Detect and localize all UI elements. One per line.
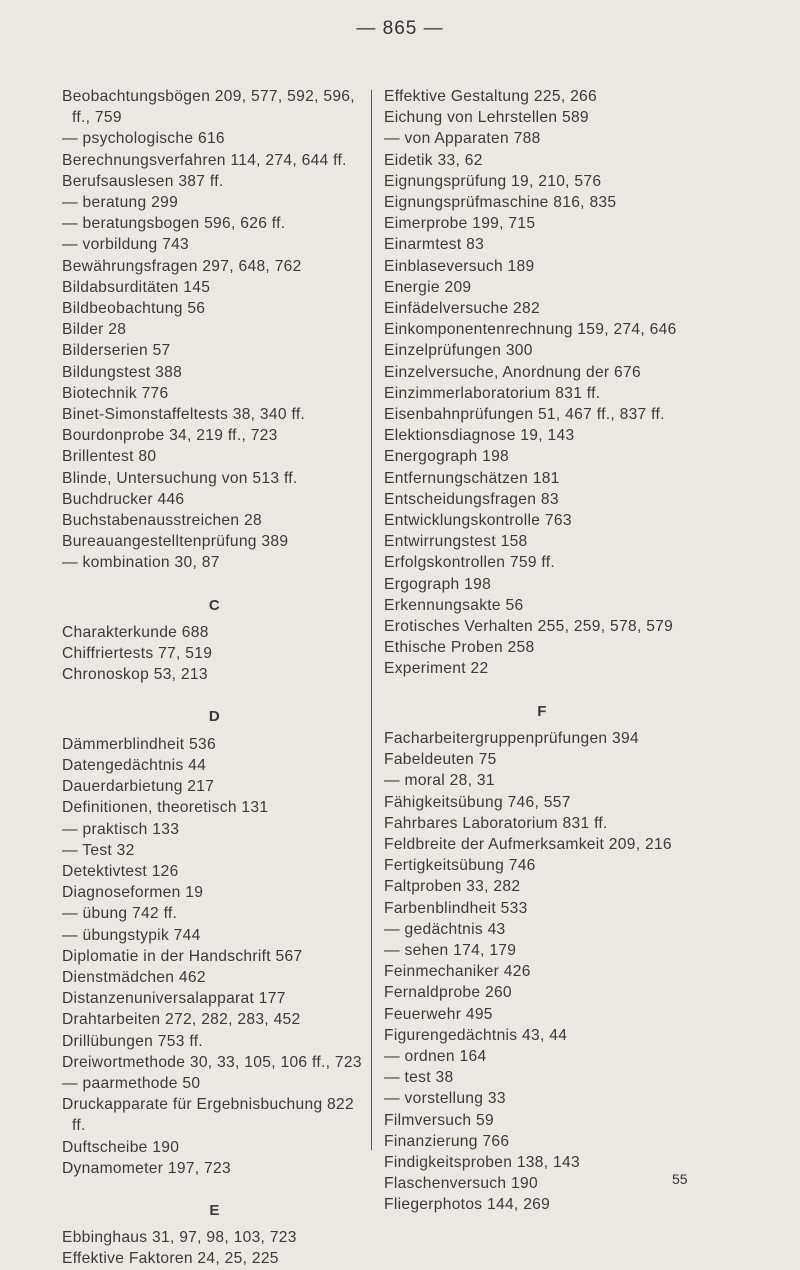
index-entry: Erfolgskontrollen 759 ff. [384,554,556,572]
page-number: — 865 — [356,18,444,39]
section-letter: F [537,702,547,720]
index-entry: Chronoskop 53, 213 [62,666,208,684]
index-entry: Findigkeitsproben 138, 143 [384,1153,580,1171]
index-entry: — sehen 174, 179 [384,941,517,959]
index-entry: Distanzenuniversalapparat 177 [62,990,286,1008]
section-letter: E [209,1201,220,1219]
index-entry: Chiffriertests 77, 519 [62,645,213,663]
index-entry: Flaschenversuch 190 [384,1175,538,1193]
index-entry: Berechnungsverfahren 114, 274, 644 ff. [62,151,347,169]
index-entry: Bildungstest 388 [62,363,183,381]
index-entry: Einzelversuche, Anordnung der 676 [384,363,641,381]
index-entry: Faltproben 33, 282 [384,878,521,896]
index-entry: Datengedächtnis 44 [62,756,207,774]
index-entry: Eimerprobe 199, 715 [384,215,536,233]
index-entry: Energie 209 [384,278,472,296]
index-column-left [62,86,367,1270]
index-entry: Binet-Simonstaffeltests 38, 340 ff. [62,406,306,424]
index-entry: Feuerwehr 495 [384,1005,493,1023]
index-entry: Erkennungsakte 56 [384,596,524,614]
index-entry: — beratungsbogen 596, 626 ff. [62,215,286,233]
index-entry: Dynamometer 197, 723 [62,1159,231,1177]
index-entry: Bilder 28 [62,321,127,339]
index-entry: Fertigkeitsübung 746 [384,857,536,875]
index-entry: Feinmechaniker 426 [384,963,531,981]
index-entry: Fliegerphotos 144, 269 [384,1196,551,1214]
index-entry: — gedächtnis 43 [384,920,506,938]
index-entry: Energograph 198 [384,448,510,466]
index-entry: Bourdonprobe 34, 219 ff., 723 [62,427,278,445]
section-letter: C [208,596,221,614]
index-entry: Dämmerblindheit 536 [62,735,216,753]
index-entry: Einarmtest 83 [384,236,485,254]
index-entry: Dreiwortmethode 30, 33, 105, 106 ff., 723 [62,1053,362,1071]
index-entry: Ethische Proben 258 [384,639,535,657]
index-entry: Effektive Gestaltung 225, 266 [384,88,598,105]
index-entry: Definitionen, theoretisch 131 [62,799,269,817]
index-entry: Eichung von Lehrstellen 589 [384,109,589,127]
index-entry: — übung 742 ff. [62,905,178,923]
index-entry: Brillentest 80 [62,448,157,466]
index-entry: Buchdrucker 446 [62,490,185,508]
index-entry: — kombination 30, 87 [62,554,220,572]
index-entry: Eisenbahnprüfungen 51, 467 ff., 837 ff. [384,406,665,424]
index-entry: Fahrbares Laboratorium 831 ff. [384,814,608,832]
index-column-right [384,86,700,1216]
index-entry: — vorstellung 33 [384,1090,506,1108]
index-entry: Einkomponentenrechnung 159, 274, 646 [384,321,677,339]
index-entry: Dauerdarbietung 217 [62,778,215,796]
index-entry: Diplomatie in der Handschrift 567 [62,947,303,965]
index-entry: Berufsauslesen 387 ff. [62,172,224,190]
index-entry: Fähigkeitsübung 746, 557 [384,793,571,811]
index-entry: Einfädelversuche 282 [384,300,540,318]
index-entry: Entwicklungskontrolle 763 [384,512,572,530]
index-entry: — beratung 299 [62,194,179,212]
footer-mark: 55 [672,1171,688,1187]
index-entry: Facharbeitergruppenprüfungen 394 [384,729,639,747]
index-entry: — paarmethode 50 [62,1074,201,1092]
index-entry: Filmversuch 59 [384,1111,494,1129]
index-entry: — von Apparaten 788 [384,130,541,148]
index-entry: Einzelprüfungen 300 [384,342,533,360]
index-entry: Bilderserien 57 [62,342,171,360]
index-entry: Druckapparate für Ergebnisbuchung 822 ff. [62,1096,354,1135]
index-entry: Ebbinghaus 31, 97, 98, 103, 723 [62,1229,297,1247]
section-letter: D [208,708,221,726]
index-entry: Experiment 22 [384,660,489,678]
index-entry: Einzimmerlaboratorium 831 ff. [384,384,601,402]
index-entry: Bildbeobachtung 56 [62,300,206,318]
index-entry: Einblaseversuch 189 [384,257,535,275]
index-entry: — ordnen 164 [384,1047,487,1065]
index-entry: Fabeldeuten 75 [384,751,497,769]
index-entry: Dienstmädchen 462 [62,968,206,986]
index-entry: — praktisch 133 [62,820,180,838]
index-entry: Ergograph 198 [384,575,492,593]
index-entry: Bildabsurditäten 145 [62,278,211,296]
index-entry: Entfernungschätzen 181 [384,469,560,487]
index-entry: — übungstypik 744 [62,926,201,944]
index-entry: Figurengedächtnis 43, 44 [384,1026,568,1044]
index-entry: Elektionsdiagnose 19, 143 [384,427,575,445]
index-entry: — psychologische 616 [62,130,225,148]
index-entry: Bewährungsfragen 297, 648, 762 [62,257,302,275]
index-entry: — test 38 [384,1069,454,1087]
index-entry: Charakterkunde 688 [62,623,209,641]
index-entry: Farbenblindheit 533 [384,899,528,917]
index-entry: Diagnoseformen 19 [62,884,204,902]
index-entry: Eignungsprüfmaschine 816, 835 [384,194,617,212]
index-entry: Fernaldprobe 260 [384,984,512,1002]
index-entry: Effektive Faktoren 24, 25, 225 [62,1250,279,1268]
index-entry: Finanzierung 766 [384,1132,510,1150]
column-divider [371,90,372,1150]
index-entry: Blinde, Untersuchung von 513 ff. [62,469,298,487]
index-entry: Biotechnik 776 [62,384,169,402]
index-entry: Buchstabenausstreichen 28 [62,512,262,530]
index-entry: — Test 32 [62,841,135,859]
index-entry: Eignungsprüfung 19, 210, 576 [384,172,602,190]
index-entry: Entwirrungstest 158 [384,533,528,551]
index-entry: Drahtarbeiten 272, 282, 283, 452 [62,1011,301,1029]
index-entry: Entscheidungsfragen 83 [384,490,559,508]
index-entry: Erotisches Verhalten 255, 259, 578, 579 [384,618,674,636]
index-entry: Eidetik 33, 62 [384,151,483,169]
index-entry: Beobachtungsbögen 209, 577, 592, 596, ff., 759 [62,88,355,127]
index-entry: Duftscheibe 190 [62,1138,180,1156]
index-entry: Drillübungen 753 ff. [62,1032,203,1050]
index-entry: — moral 28, 31 [384,772,495,790]
index-entry: Bureauangestelltenprüfung 389 [62,533,289,551]
index-entry: Feldbreite der Aufmerksamkeit 209, 216 [384,835,672,853]
index-entry: Detektivtest 126 [62,862,179,880]
index-entry: — vorbildung 743 [62,236,190,254]
